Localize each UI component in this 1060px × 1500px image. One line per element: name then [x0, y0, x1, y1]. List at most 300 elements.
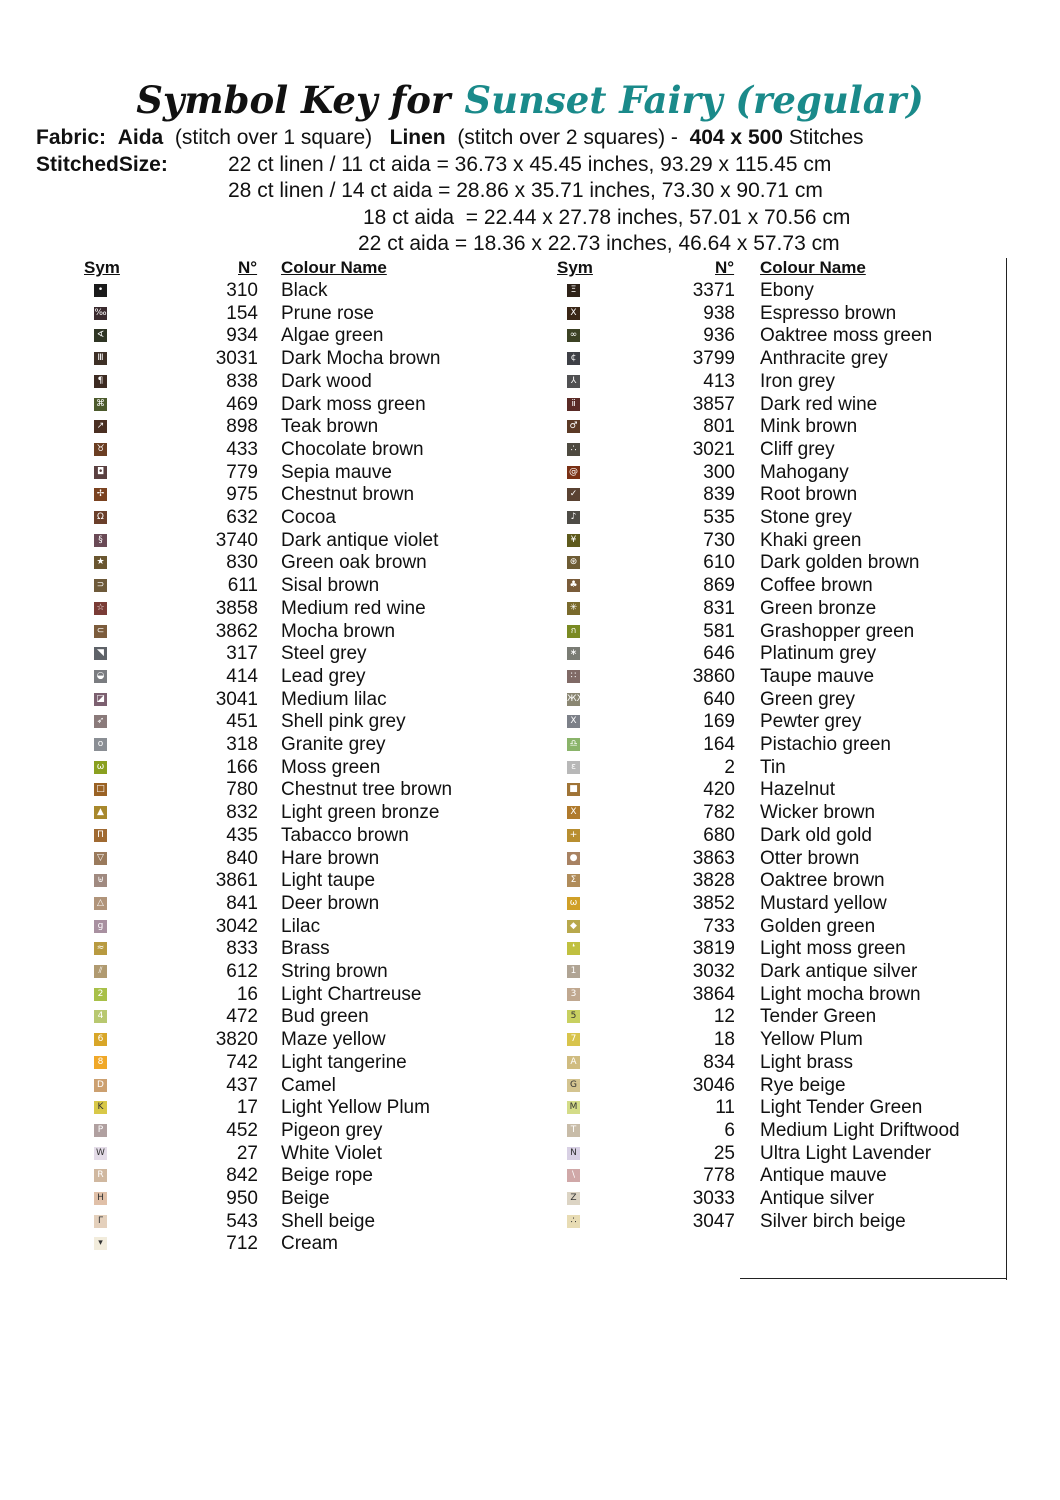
- colour-name: Tabacco brown: [281, 824, 409, 846]
- colour-name: Otter brown: [760, 847, 860, 869]
- colour-name: Sisal brown: [281, 575, 380, 597]
- colour-name: Dark antique silver: [760, 961, 918, 982]
- colour-row: [0, 1075, 1000, 1098]
- colour-row: [0, 1165, 1000, 1188]
- colour-row: [0, 1188, 1000, 1211]
- colour-name: String brown: [281, 961, 388, 982]
- symbol-swatch: 2: [94, 988, 107, 1001]
- symbol-swatch: •: [94, 284, 107, 297]
- colour-name: Hazelnut: [760, 779, 835, 801]
- colour-name: Oaktree brown: [760, 870, 885, 892]
- stitched-size-label: StitchedSize:: [36, 153, 168, 176]
- colour-name: Lilac: [281, 915, 321, 937]
- colour-name: Beige rope: [281, 1165, 373, 1187]
- colour-number: 435: [226, 824, 258, 846]
- symbol-swatch: ♪: [567, 511, 580, 524]
- size-line-1: 22 ct linen / 11 ct aida = 36.73 x 45.45 inches, 93.29 x 115.45 cm: [228, 153, 832, 176]
- colour-number: 3042: [215, 915, 258, 937]
- colour-number: 640: [703, 688, 735, 710]
- symbol-swatch: ∗: [567, 647, 580, 660]
- table-border-bottom: [740, 1278, 1007, 1279]
- colour-name: Algae green: [281, 325, 384, 347]
- colour-number: 3046: [692, 1074, 735, 1096]
- colour-number: 3021: [692, 438, 735, 460]
- colour-number: 452: [226, 1119, 258, 1141]
- colour-name: Rye beige: [760, 1074, 846, 1096]
- colour-number: 3852: [692, 892, 735, 914]
- colour-number: 742: [226, 1051, 258, 1073]
- colour-number: 612: [226, 961, 258, 982]
- colour-number: 6: [724, 1119, 735, 1141]
- colour-number: 12: [713, 1006, 735, 1028]
- symbol-swatch: ⊂: [94, 625, 107, 638]
- symbol-swatch: ¥: [567, 534, 580, 547]
- symbol-swatch: ⊎: [94, 874, 107, 887]
- colour-row: [0, 938, 1000, 961]
- symbol-swatch: \: [567, 1169, 580, 1182]
- colour-name: Mahogany: [760, 461, 849, 483]
- pattern-name: Sunset Fairy (regular): [464, 78, 924, 122]
- colour-name: Mocha brown: [281, 620, 396, 642]
- symbol-swatch: ε: [567, 761, 580, 774]
- symbol-swatch: ♉: [94, 443, 107, 456]
- colour-name: Teak brown: [281, 416, 379, 438]
- colour-name: Pewter grey: [760, 711, 862, 733]
- left-header-sym: Sym: [84, 258, 120, 277]
- colour-number: 730: [703, 529, 735, 551]
- symbol-swatch: +: [567, 829, 580, 842]
- colour-number: 840: [226, 847, 258, 869]
- symbol-swatch: ⌘: [96, 398, 105, 409]
- colour-row: [0, 462, 1000, 485]
- fabric-aida-desc: (stitch over 1 square): [174, 126, 373, 149]
- symbol-swatch: ♣: [567, 579, 580, 592]
- colour-row: [0, 621, 1000, 644]
- fabric-linen-desc: (stitch over 2 squares) -: [457, 126, 678, 149]
- colour-number: 11: [715, 1097, 735, 1119]
- symbol-swatch: A: [567, 1056, 580, 1069]
- colour-number: 581: [703, 620, 735, 642]
- colour-row: [0, 666, 1000, 689]
- symbol-swatch: G: [567, 1079, 580, 1092]
- colour-name: Dark moss green: [281, 393, 426, 415]
- colour-name: Maze yellow: [281, 1029, 386, 1051]
- symbol-swatch: ●: [567, 852, 580, 865]
- symbol-swatch: Π: [94, 829, 107, 842]
- colour-number: 936: [703, 325, 735, 347]
- colour-name: Wicker brown: [760, 802, 876, 824]
- colour-row: [0, 530, 1000, 553]
- symbol-swatch: 8: [94, 1056, 107, 1069]
- colour-row: [0, 1006, 1000, 1029]
- left-header-name: Colour Name: [281, 258, 387, 277]
- symbol-swatch: W: [94, 1147, 107, 1160]
- colour-name: Iron grey: [760, 370, 835, 392]
- colour-number: 2: [724, 756, 735, 778]
- colour-name: Light Chartreuse: [281, 983, 422, 1005]
- symbol-swatch: ⅄: [567, 375, 580, 388]
- colour-number: 535: [703, 507, 735, 528]
- colour-name: Pigeon grey: [281, 1119, 383, 1141]
- colour-name: Anthracite grey: [760, 348, 888, 370]
- symbol-swatch: g: [94, 920, 107, 933]
- colour-number: 838: [226, 370, 258, 392]
- colour-number: 166: [226, 756, 258, 778]
- colour-number: 3864: [692, 983, 735, 1005]
- colour-name: Taupe mauve: [760, 665, 875, 687]
- colour-name: White Violet: [281, 1142, 383, 1164]
- colour-name: Dark antique violet: [281, 529, 439, 551]
- colour-name: Platinum grey: [760, 643, 877, 665]
- colour-name: Dark red wine: [760, 393, 878, 415]
- symbol-swatch: ★: [94, 556, 107, 569]
- colour-number: 3041: [215, 688, 258, 710]
- symbol-swatch: 5: [567, 1010, 580, 1023]
- symbol-swatch: ¢: [567, 352, 580, 365]
- colour-number: 414: [226, 665, 258, 687]
- colour-name: Oaktree moss green: [760, 325, 933, 347]
- colour-row: [0, 870, 1000, 893]
- colour-name: Dark wood: [281, 370, 372, 392]
- colour-row: [0, 757, 1000, 780]
- colour-number: 3863: [692, 847, 735, 869]
- colour-row: [0, 303, 1000, 326]
- colour-number: 154: [226, 302, 258, 324]
- symbol-swatch: □: [94, 783, 107, 796]
- colour-number: 834: [703, 1051, 735, 1073]
- colour-number: 3862: [215, 620, 258, 642]
- colour-number: 169: [703, 711, 735, 733]
- symbol-swatch: ∷: [567, 670, 580, 683]
- colour-number: 3819: [692, 938, 735, 960]
- colour-row: [0, 711, 1000, 734]
- colour-row: [0, 416, 1000, 439]
- colour-name: Ebony: [760, 280, 814, 301]
- colour-name: Chocolate brown: [281, 438, 424, 460]
- right-header-name: Colour Name: [760, 258, 866, 277]
- colour-number: 841: [226, 892, 258, 914]
- colour-row: [0, 734, 1000, 757]
- symbol-swatch: △: [94, 897, 107, 910]
- fabric-stitches: Stitches: [788, 126, 864, 149]
- title-prefix: Symbol Key for: [136, 78, 451, 122]
- right-header-sym: Sym: [557, 258, 593, 277]
- colour-number: 17: [236, 1097, 258, 1119]
- colour-name: Chestnut tree brown: [281, 779, 453, 801]
- colour-row: [0, 439, 1000, 462]
- colour-row: [0, 1211, 1000, 1234]
- table-border-right: [1006, 258, 1007, 1280]
- colour-number: 3820: [215, 1029, 258, 1051]
- colour-name: Light Tender Green: [760, 1097, 923, 1119]
- colour-number: 317: [226, 643, 258, 665]
- symbol-swatch: N: [567, 1147, 580, 1160]
- symbol-swatch: ◆: [567, 920, 580, 933]
- colour-number: 3857: [692, 393, 735, 415]
- symbol-swatch: ก: [567, 625, 580, 638]
- colour-number: 3032: [692, 961, 735, 982]
- colour-name: Green oak brown: [281, 552, 427, 574]
- colour-row: [0, 484, 1000, 507]
- symbol-swatch: ¶: [94, 375, 107, 388]
- symbol-swatch: ▲: [94, 806, 107, 819]
- size-line-2: 28 ct linen / 14 ct aida = 28.86 x 35.71 inches, 73.30 x 90.71 cm: [228, 179, 823, 202]
- colour-row: [0, 1143, 1000, 1166]
- colour-row: [0, 1097, 1000, 1120]
- colour-number: 632: [226, 507, 258, 528]
- symbol-swatch: X: [567, 715, 580, 728]
- symbol-swatch: ⊛: [567, 556, 580, 569]
- colour-name: Silver birch beige: [760, 1210, 906, 1232]
- colour-number: 469: [226, 393, 258, 415]
- colour-name: Shell pink grey: [281, 711, 406, 733]
- colour-number: 3740: [215, 529, 258, 551]
- colour-name: Antique mauve: [760, 1165, 887, 1187]
- colour-number: 611: [227, 575, 258, 597]
- colour-name: Cream: [281, 1233, 339, 1255]
- page-title: [0, 78, 1060, 122]
- colour-number: 610: [703, 552, 735, 574]
- colour-number: 831: [703, 597, 735, 619]
- symbol-swatch: o: [94, 738, 107, 751]
- symbol-swatch: D: [94, 1079, 107, 1092]
- right-header-num: N°: [715, 258, 735, 277]
- colour-row: [0, 280, 1000, 303]
- symbol-swatch: R: [94, 1169, 107, 1182]
- symbol-swatch: 3: [567, 988, 580, 1001]
- symbol-swatch: ω: [94, 761, 107, 774]
- colour-number: 832: [226, 802, 258, 824]
- fabric-label: Fabric:: [36, 126, 107, 149]
- symbol-swatch: ∴: [567, 443, 580, 456]
- colour-number: 839: [703, 484, 735, 506]
- colour-row: [0, 825, 1000, 848]
- colour-name: Chestnut brown: [281, 484, 415, 506]
- symbol-swatch: ✢: [94, 488, 107, 501]
- symbol-swatch: ▽: [94, 852, 107, 865]
- colour-number: 733: [703, 915, 735, 937]
- colour-name: Beige: [281, 1188, 330, 1209]
- colour-row: [0, 552, 1000, 575]
- colour-row: [0, 984, 1000, 1007]
- symbol-swatch: ✓: [567, 488, 580, 501]
- colour-number: 646: [703, 643, 735, 665]
- symbol-swatch: ☆: [94, 602, 107, 615]
- symbol-swatch: X: [567, 806, 580, 819]
- symbol-swatch: Ω: [94, 511, 107, 524]
- colour-name: Bud green: [281, 1006, 369, 1028]
- colour-name: Camel: [281, 1074, 336, 1096]
- colour-name: Light green bronze: [281, 802, 440, 824]
- colour-name: Mink brown: [760, 416, 858, 438]
- left-header-num: N°: [238, 258, 258, 277]
- colour-name: Khaki green: [760, 529, 862, 551]
- colour-number: 830: [226, 552, 258, 574]
- colour-name: Lead grey: [281, 665, 366, 687]
- colour-name: Stone grey: [760, 507, 852, 528]
- colour-name: Tin: [760, 756, 786, 778]
- fabric-aida: Aida: [117, 126, 164, 149]
- colour-number: 3033: [692, 1188, 735, 1209]
- symbol-swatch: ❛: [567, 942, 580, 955]
- colour-number: 300: [703, 461, 735, 483]
- symbol-swatch: X: [567, 307, 580, 320]
- colour-name: Steel grey: [281, 643, 367, 665]
- colour-name: Coffee brown: [760, 575, 873, 597]
- size-line-3: 18 ct aida = 22.44 x 27.78 inches, 57.01 x 70.56 cm: [363, 206, 851, 229]
- symbol-swatch: ✳: [567, 602, 580, 615]
- fabric-dims: 404 x 500: [689, 126, 783, 149]
- colour-number: 869: [703, 575, 735, 597]
- colour-row: [0, 802, 1000, 825]
- colour-number: 780: [226, 779, 258, 801]
- symbol-swatch: ≈: [94, 942, 107, 955]
- colour-name: Cocoa: [281, 507, 336, 528]
- fabric-linen: Linen: [389, 126, 446, 149]
- symbol-swatch: ⫽: [94, 965, 107, 978]
- colour-name: Mustard yellow: [760, 892, 887, 914]
- colour-number: 472: [226, 1006, 258, 1028]
- colour-row: [0, 575, 1000, 598]
- colour-row: [0, 1052, 1000, 1075]
- symbol-swatch: ∴: [567, 1215, 580, 1228]
- colour-number: 842: [226, 1165, 258, 1187]
- colour-name: Golden green: [760, 915, 876, 937]
- colour-name: Medium lilac: [281, 688, 387, 710]
- symbol-swatch: ⅱ: [567, 398, 580, 411]
- colour-name: Light brass: [760, 1051, 853, 1073]
- colour-name: Shell beige: [281, 1210, 376, 1232]
- colour-number: 16: [236, 983, 258, 1005]
- colour-row: [0, 325, 1000, 348]
- symbol-swatch: P: [94, 1124, 107, 1137]
- colour-number: 712: [226, 1233, 258, 1255]
- symbol-swatch: ↗: [94, 420, 107, 433]
- colour-number: 3858: [215, 597, 258, 619]
- colour-name: Green grey: [760, 688, 856, 710]
- colour-name: Root brown: [760, 484, 858, 506]
- colour-name: Light taupe: [281, 870, 376, 892]
- symbol-swatch: ∞: [567, 329, 580, 342]
- colour-name: Black: [281, 280, 328, 301]
- colour-name: Moss green: [281, 756, 381, 778]
- colour-name: Hare brown: [281, 847, 380, 869]
- colour-name: Granite grey: [281, 734, 386, 755]
- colour-number: 782: [703, 802, 735, 824]
- colour-name: Grashopper green: [760, 620, 915, 642]
- colour-number: 420: [703, 779, 735, 801]
- symbol-swatch: ∢: [94, 329, 107, 342]
- colour-number: 898: [226, 416, 258, 438]
- colour-row: [0, 916, 1000, 939]
- colour-name: Espresso brown: [760, 302, 897, 324]
- colour-number: 437: [226, 1074, 258, 1096]
- symbol-swatch: Γ: [94, 1215, 107, 1228]
- colour-number: 3799: [692, 348, 735, 370]
- colour-row: [0, 371, 1000, 394]
- colour-row: [0, 348, 1000, 371]
- colour-name: Dark Mocha brown: [281, 348, 441, 370]
- colour-number: 451: [226, 711, 258, 733]
- colour-name: Dark golden brown: [760, 552, 920, 574]
- colour-number: 778: [703, 1165, 735, 1187]
- symbol-swatch: ♂: [567, 420, 580, 433]
- symbol-swatch: T: [567, 1124, 580, 1137]
- colour-number: 18: [713, 1029, 735, 1051]
- symbol-swatch: ◪: [94, 693, 107, 706]
- symbol-swatch: H: [94, 1192, 107, 1205]
- symbol-swatch: ω: [567, 897, 580, 910]
- colour-name: Prune rose: [281, 302, 374, 324]
- symbol-swatch: Ξ: [567, 284, 580, 297]
- symbol-swatch: K: [94, 1101, 107, 1114]
- symbol-swatch: 6: [94, 1033, 107, 1046]
- colour-number: 3860: [692, 665, 735, 687]
- symbol-swatch: ♎: [567, 738, 580, 751]
- colour-number: 801: [703, 416, 735, 438]
- colour-name: Light mocha brown: [760, 983, 921, 1005]
- colour-name: Cliff grey: [760, 438, 835, 460]
- colour-number: 413: [703, 370, 735, 392]
- colour-row: [0, 848, 1000, 871]
- symbol-swatch: ■: [567, 783, 580, 796]
- colour-row: [0, 1120, 1000, 1143]
- colour-number: 950: [226, 1188, 258, 1209]
- colour-name: Antique silver: [760, 1188, 875, 1209]
- colour-row: [0, 1233, 1000, 1256]
- colour-name: Yellow Plum: [760, 1029, 863, 1051]
- colour-name: Green bronze: [760, 597, 877, 619]
- colour-name: Dark old gold: [760, 824, 872, 846]
- colour-number: 543: [226, 1210, 258, 1232]
- colour-name: Light Yellow Plum: [281, 1097, 430, 1119]
- colour-number: 3031: [215, 348, 258, 370]
- colour-name: Sepia mauve: [281, 461, 392, 483]
- colour-number: 680: [703, 824, 735, 846]
- symbol-swatch: Z: [567, 1192, 580, 1205]
- colour-name: Tender Green: [760, 1006, 877, 1028]
- colour-name: Brass: [281, 938, 330, 960]
- colour-row: [0, 961, 1000, 984]
- colour-row: [0, 893, 1000, 916]
- colour-name: Ultra Light Lavender: [760, 1142, 932, 1164]
- colour-number: 3047: [692, 1210, 735, 1232]
- symbol-swatch: @: [569, 466, 578, 477]
- colour-name: Light tangerine: [281, 1051, 407, 1073]
- symbol-swatch: ◘: [94, 466, 107, 479]
- symbol-swatch: ◒: [94, 670, 107, 683]
- colour-number: 938: [703, 302, 735, 324]
- colour-row: [0, 507, 1000, 530]
- colour-row: [0, 1029, 1000, 1052]
- colour-number: 318: [226, 734, 258, 755]
- symbol-swatch: Σ: [567, 874, 580, 887]
- size-line-4: 22 ct aida = 18.36 x 22.73 inches, 46.64 x 57.73 cm: [358, 232, 840, 255]
- colour-name: Pistachio green: [760, 734, 891, 755]
- colour-row: [0, 779, 1000, 802]
- colour-row: [0, 689, 1000, 712]
- symbol-swatch: ◥: [94, 647, 107, 660]
- symbol-swatch: ЖЖ: [567, 693, 587, 704]
- fabric-line: [36, 126, 864, 150]
- colour-number: 3828: [692, 870, 735, 892]
- symbol-swatch: §: [94, 534, 107, 547]
- symbol-swatch: ⊃: [94, 579, 107, 592]
- colour-number: 27: [236, 1142, 258, 1164]
- colour-row: [0, 598, 1000, 621]
- symbol-swatch: Ⅲ: [94, 352, 107, 365]
- symbol-swatch: 4: [94, 1010, 107, 1023]
